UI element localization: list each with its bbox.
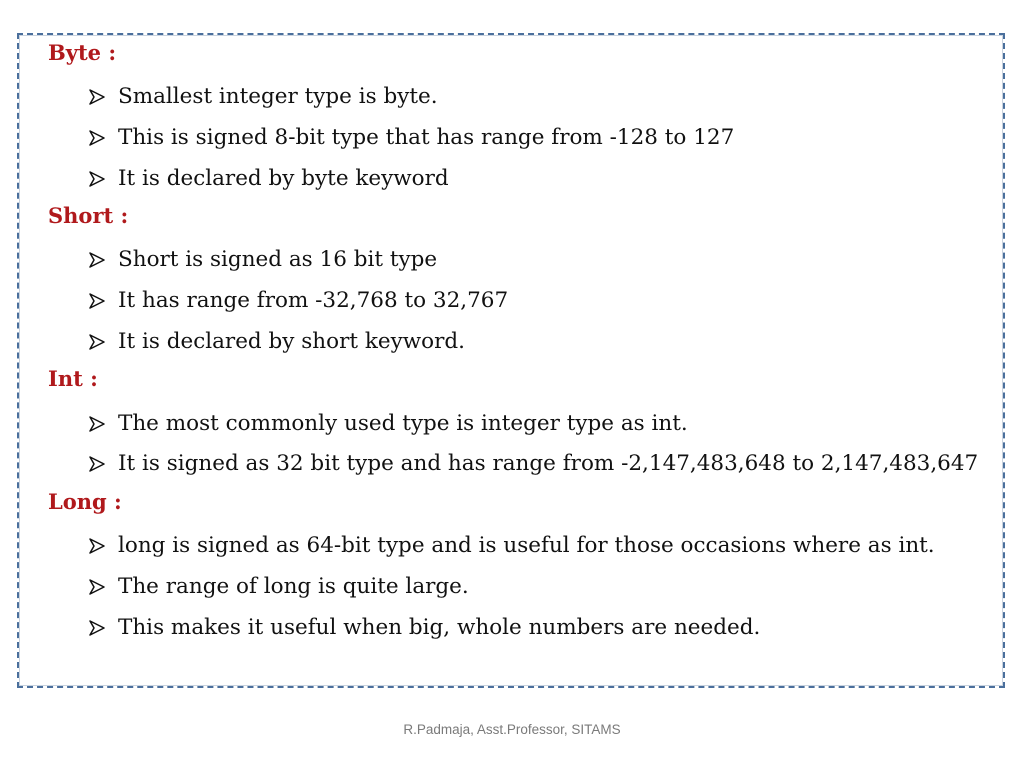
bullet-text: It has range from -32,768 to 32,767 — [118, 288, 509, 314]
bullet-item — [48, 566, 1008, 607]
section-heading: Int : — [48, 366, 98, 392]
section-heading: Long : — [48, 488, 122, 514]
section-short — [48, 199, 1008, 362]
arrow-bullet-icon — [88, 455, 106, 473]
bullet-text: This is signed 8-bit type that has range from -128 to 127 — [118, 124, 735, 150]
arrow-bullet-icon — [88, 333, 106, 351]
bullet-text: It is declared by byte keyword — [118, 165, 449, 191]
section-heading: Byte : — [48, 40, 117, 65]
section-long — [48, 485, 1008, 648]
arrow-bullet-icon — [88, 170, 106, 188]
section-heading: Short : — [48, 203, 129, 229]
bullet-item — [48, 240, 1008, 281]
arrow-bullet-icon — [88, 415, 106, 433]
bullet-text: Smallest integer type is byte. — [118, 84, 438, 110]
bullet-item — [48, 118, 1008, 159]
arrow-bullet-icon — [88, 88, 106, 106]
arrow-bullet-icon — [88, 292, 106, 310]
arrow-bullet-icon — [88, 251, 106, 269]
bullet-text: It is signed as 32 bit type and has range from -2,147,483,648 to 2,147,483,647 — [118, 451, 979, 477]
section-byte — [48, 36, 1008, 199]
arrow-bullet-icon — [88, 619, 106, 637]
footer-credit: R.Padmaja, Asst.Professor, SITAMS — [403, 722, 621, 737]
arrow-bullet-icon — [88, 129, 106, 147]
bullet-item — [48, 403, 1008, 444]
bullet-item — [48, 322, 1008, 363]
bullet-text: It is declared by short keyword. — [118, 328, 465, 354]
bullet-text: long is signed as 64-bit type and is useful for those occasions where as int. — [118, 532, 935, 558]
bullet-item — [48, 281, 1008, 322]
bullet-text: Short is signed as 16 bit type — [118, 247, 438, 273]
bullet-text: The range of long is quite large. — [118, 573, 469, 599]
arrow-bullet-icon — [88, 578, 106, 596]
bullet-item — [48, 158, 1008, 199]
content-area — [48, 36, 1008, 648]
arrow-bullet-icon — [88, 537, 106, 555]
bullet-item — [48, 77, 1008, 118]
bullet-item — [48, 526, 1008, 567]
bullet-text: The most commonly used type is integer type as int. — [118, 410, 688, 436]
bullet-text: This makes it useful when big, whole numbers are needed. — [118, 614, 761, 640]
bullet-item — [48, 607, 1008, 648]
bullet-item — [48, 444, 1008, 485]
section-int — [48, 362, 1008, 484]
